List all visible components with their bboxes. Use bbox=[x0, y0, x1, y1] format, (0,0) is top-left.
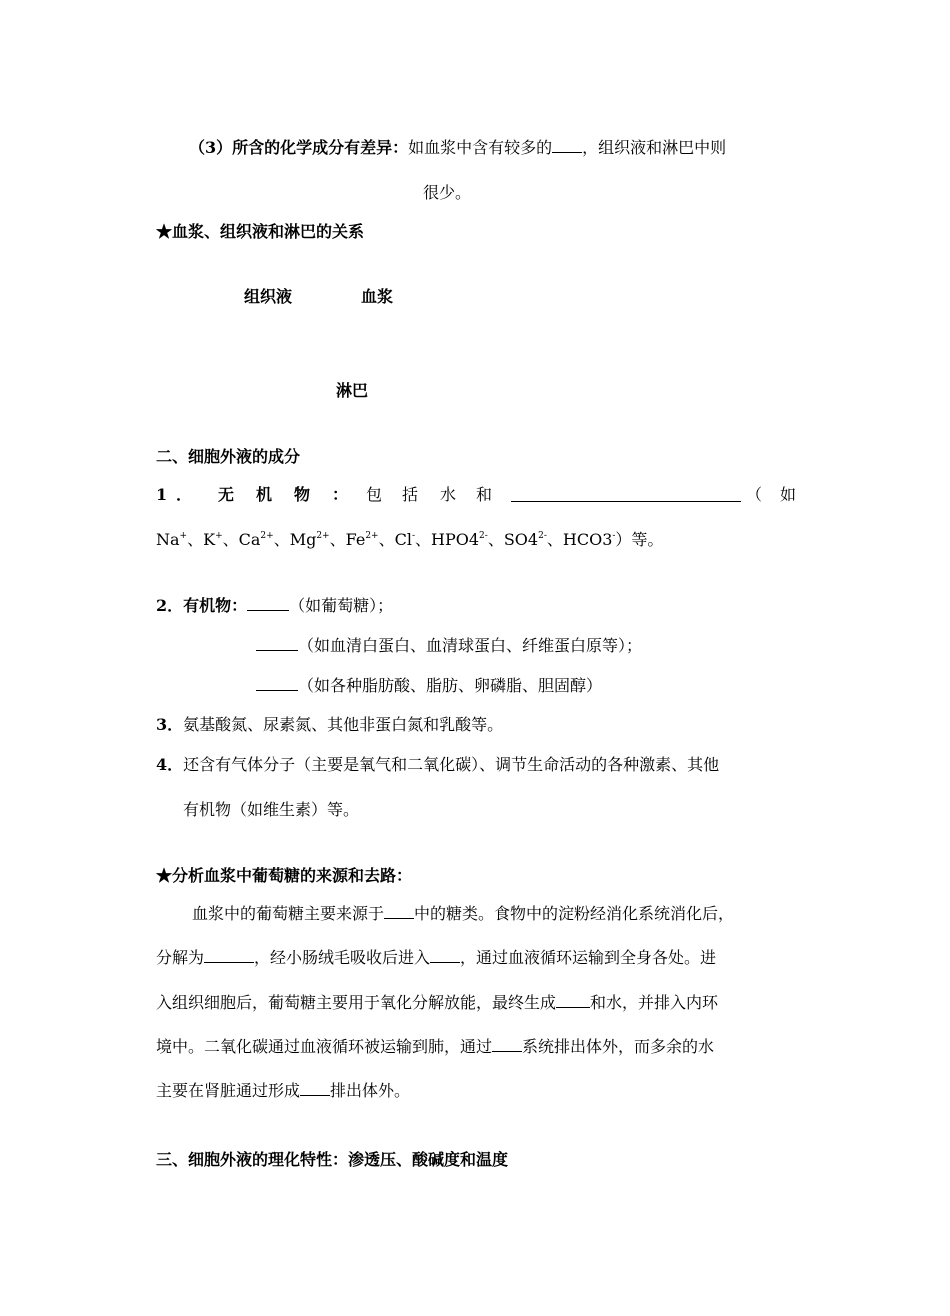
ion-text: 、Cl bbox=[378, 530, 412, 549]
ion-charge: - bbox=[612, 530, 616, 541]
ion-charge: 2+ bbox=[260, 530, 274, 541]
para-text: 和水，并排入内环 bbox=[590, 993, 719, 1012]
ion-text: 、K bbox=[187, 530, 216, 549]
para-text: 主要在肾脏通过形成 bbox=[156, 1081, 301, 1100]
item1-text-char: 包 bbox=[366, 485, 383, 504]
item1-text-char: 括 bbox=[402, 485, 419, 504]
ion-text: 、Fe bbox=[329, 530, 366, 549]
relation-heading: ★血浆、组织液和淋巴的关系 bbox=[156, 222, 365, 241]
item4-text-a: 还含有气体分子（主要是氧气和二氧化碳）、调节生命活动的各种激素、其他 bbox=[183, 755, 720, 774]
blank bbox=[556, 993, 590, 1008]
glucose-p3 bbox=[156, 993, 718, 1013]
item3-line bbox=[189, 138, 726, 158]
ion-text: 、Mg bbox=[273, 530, 317, 549]
ion-charge: - bbox=[411, 530, 416, 541]
item2-line1 bbox=[156, 596, 393, 616]
glucose-p2 bbox=[156, 948, 716, 968]
para-text: ，通过血液循环运输到全身各处。进 bbox=[460, 948, 717, 967]
blank bbox=[256, 636, 298, 651]
item1-label-char: 机 bbox=[256, 485, 273, 504]
node-tissue-fluid: 组织液 bbox=[244, 287, 293, 306]
item3-num: 3． bbox=[156, 715, 184, 734]
item4-cont: 有机物（如维生素）等。 bbox=[183, 800, 360, 819]
ion-text: 、SO4 bbox=[487, 530, 539, 549]
ion-text: 、Ca bbox=[222, 530, 261, 549]
ion-charge: + bbox=[215, 530, 223, 541]
para-text: 排出体外。 bbox=[330, 1081, 411, 1100]
item3-text-b: ，组织液和淋巴中则 bbox=[582, 138, 727, 157]
para-text: 分解为 bbox=[156, 948, 205, 967]
blank bbox=[492, 1037, 522, 1052]
blank bbox=[204, 948, 254, 963]
item3-line-cont: 很少。 bbox=[423, 183, 472, 202]
para-text: 中的糖类。食物中的淀粉经消化系统消化后， bbox=[414, 904, 735, 923]
item1-label-char: 无 bbox=[218, 485, 235, 504]
ion-charge: + bbox=[179, 530, 188, 541]
node-plasma: 血浆 bbox=[361, 287, 394, 306]
item2-line3 bbox=[256, 676, 602, 696]
para-text: 入组织细胞后，葡萄糖主要用于氧化分解放能，最终生成 bbox=[156, 993, 557, 1012]
ion-charge: 2+ bbox=[316, 530, 330, 541]
ion-charge: 2- bbox=[538, 530, 547, 541]
item2-text: （如葡萄糖）； bbox=[289, 596, 394, 615]
ion-text: Na bbox=[156, 530, 180, 549]
glucose-p5 bbox=[156, 1081, 410, 1101]
item1-text-char: 水 bbox=[440, 485, 457, 504]
ions-line bbox=[156, 530, 663, 550]
node-lymph: 淋巴 bbox=[336, 381, 369, 400]
item3-text: 氨基酸氮、尿素氮、其他非蛋白氮和乳酸等。 bbox=[183, 715, 504, 734]
item1-label-char: ： bbox=[332, 485, 349, 504]
item3-label: （3）所含的化学成分有差异： bbox=[189, 138, 409, 157]
ion-text: ）等。 bbox=[615, 530, 664, 549]
blank bbox=[300, 1081, 330, 1096]
ion-charge: 2- bbox=[479, 530, 488, 541]
item4 bbox=[156, 755, 719, 775]
blank bbox=[384, 904, 414, 919]
ion-text: 、HCO3 bbox=[546, 530, 613, 549]
ion-charge: 2+ bbox=[365, 530, 379, 541]
para-text: ，经小肠绒毛吸收后进入 bbox=[254, 948, 431, 967]
item1-open-paren: （ bbox=[746, 485, 763, 504]
item1-ru: 如 bbox=[780, 485, 797, 504]
glucose-p1 bbox=[192, 904, 734, 924]
item1-num: 1 bbox=[156, 485, 168, 504]
item1-dot: ． bbox=[176, 485, 193, 504]
item2-label: 2．有机物： bbox=[156, 596, 248, 615]
section3-heading: 三、细胞外液的理化特性：渗透压、酸碱度和温度 bbox=[156, 1150, 509, 1169]
item1-text-char: 和 bbox=[476, 485, 493, 504]
ion-text: 、HPO4 bbox=[415, 530, 480, 549]
item1-line bbox=[156, 485, 797, 505]
item2-line2 bbox=[256, 636, 642, 656]
section2-heading: 二、细胞外液的成分 bbox=[156, 447, 301, 466]
blank bbox=[247, 596, 289, 611]
para-text: 境中。二氧化碳通过血液循环被运输到肺，通过 bbox=[156, 1037, 493, 1056]
blank bbox=[256, 676, 298, 691]
blank bbox=[430, 948, 460, 963]
glucose-p4 bbox=[156, 1037, 714, 1057]
para-text: 系统排出体外，而多余的水 bbox=[522, 1037, 715, 1056]
item2-text: （如血清白蛋白、血清球蛋白、纤维蛋白原等）； bbox=[298, 636, 643, 655]
item1-label-char: 物 bbox=[294, 485, 311, 504]
item3-text-a: 如血浆中含有较多的 bbox=[408, 138, 553, 157]
para-text: 血浆中的葡萄糖主要来源于 bbox=[192, 904, 385, 923]
blank bbox=[552, 138, 582, 153]
item3 bbox=[156, 715, 503, 735]
item4-num: 4． bbox=[156, 755, 184, 774]
blank bbox=[511, 487, 741, 502]
glucose-heading: ★分析血浆中葡萄糖的来源和去路： bbox=[156, 866, 413, 885]
item2-text: （如各种脂肪酸、脂肪、卵磷脂、胆固醇） bbox=[298, 676, 603, 695]
